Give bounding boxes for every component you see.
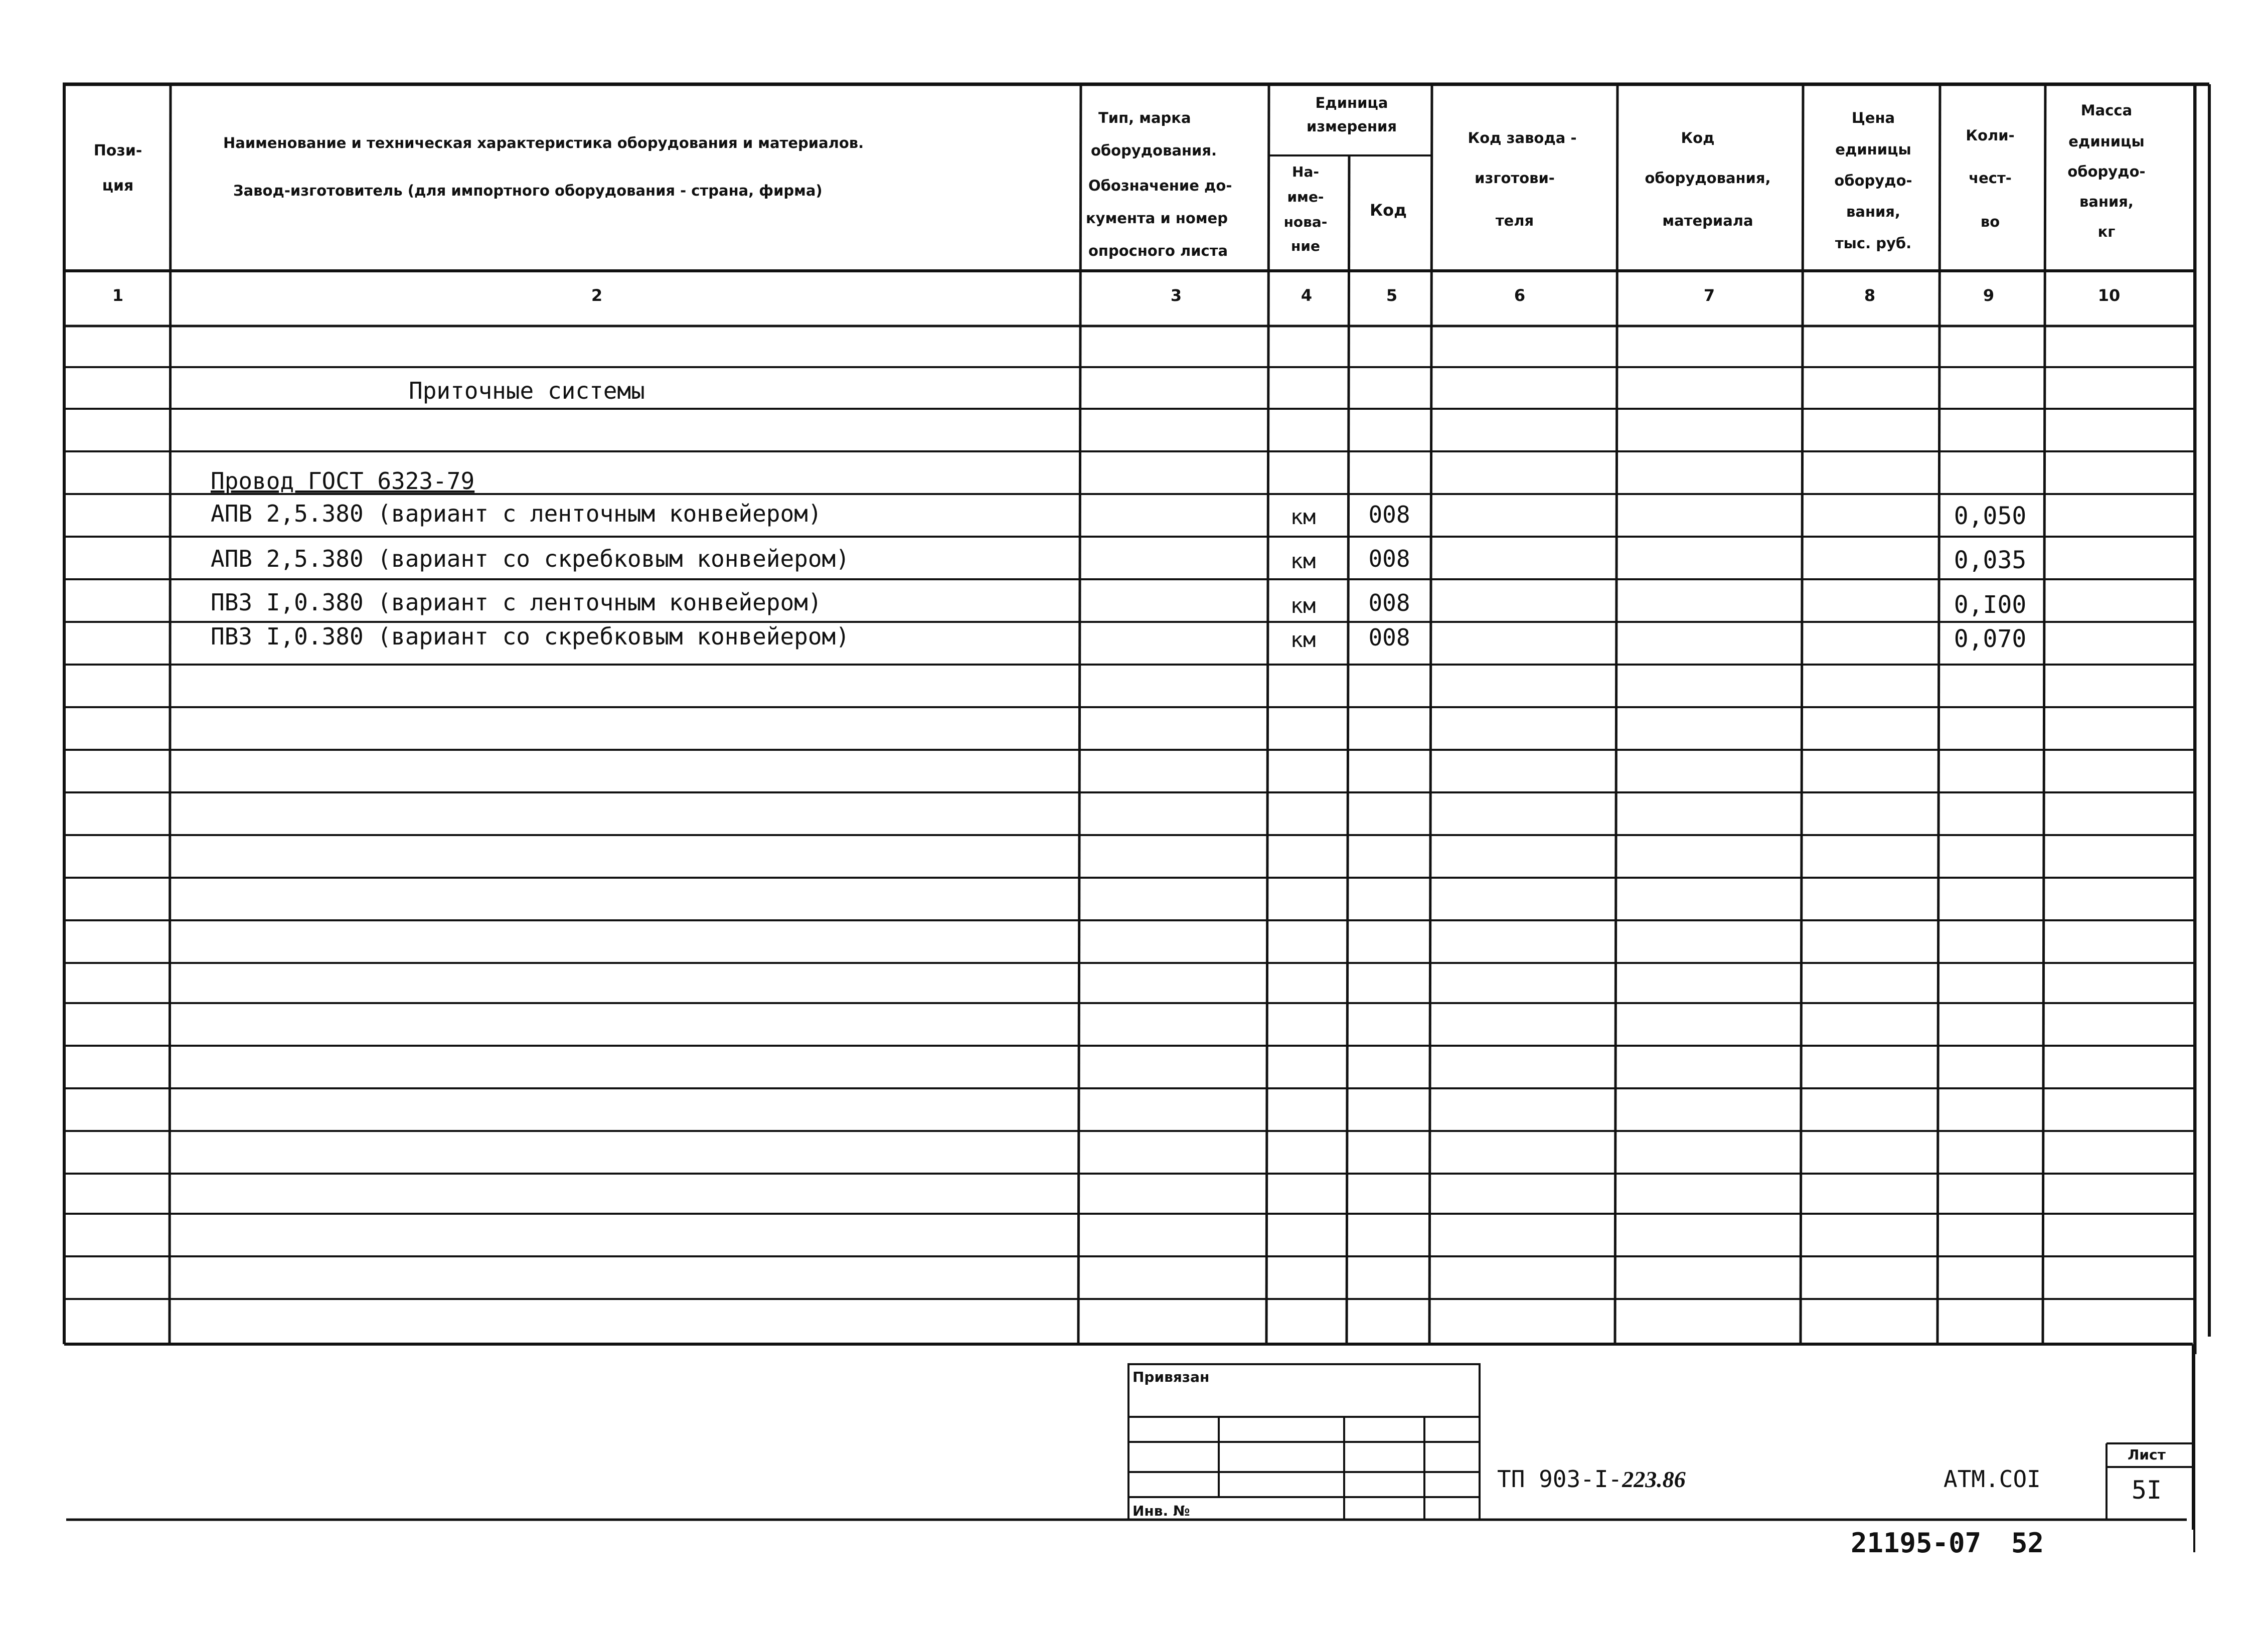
section-title: Приточные системы	[409, 377, 645, 404]
header-unit-l2: измерения	[1307, 118, 1397, 135]
col-number: 7	[1703, 286, 1715, 305]
row-4-code: 008	[1368, 624, 1410, 651]
header-col3-l2: оборудования.	[1091, 142, 1217, 159]
row-4-unit: км	[1290, 627, 1316, 652]
header-col8-l3: оборудо-	[1834, 172, 1912, 189]
col-number: 4	[1301, 286, 1313, 305]
header-col9-l1: Коли-	[1966, 127, 2015, 144]
col-line	[170, 84, 171, 1344]
header-col7-l3: материала	[1662, 212, 1753, 229]
col-number: 8	[1864, 286, 1876, 305]
sheet-number: 5I	[2131, 1476, 2162, 1505]
column-numbers-row	[112, 286, 2120, 305]
col-number: 1	[112, 286, 124, 305]
header-col10-l3: оборудо-	[2067, 163, 2146, 180]
col-line	[2043, 84, 2045, 1344]
sheet-label: Лист	[2128, 1446, 2166, 1463]
header-col10-l2: единицы	[2068, 133, 2145, 150]
col-number: 9	[1983, 286, 1995, 305]
col-line	[1078, 84, 1081, 1344]
header-col7-l2: оборудования,	[1645, 170, 1771, 187]
row-1-qty: 0,050	[1954, 502, 2027, 530]
header-col9-l2: чест-	[1969, 170, 2012, 187]
col-line	[1429, 84, 1432, 1344]
header-col3-l1: Тип, марка	[1098, 109, 1191, 126]
row-3-code: 008	[1368, 589, 1410, 616]
header-col4-l2: име-	[1287, 189, 1324, 205]
doc-mark: АТМ.СОI	[1943, 1465, 2041, 1493]
archive-code: 21195-07	[1851, 1527, 1982, 1559]
bottom-code	[1851, 1527, 2044, 1559]
row-2-name: АПВ 2,5.380 (вариант со скребковым конвейером)	[211, 545, 850, 572]
header-col8-l4: вания,	[1846, 203, 1900, 220]
header-col3-l5: опросного листа	[1088, 242, 1228, 259]
archive-page: 52	[2011, 1527, 2044, 1559]
inv-no-label: Инв. №	[1132, 1503, 1190, 1519]
col-number: 5	[1386, 286, 1398, 305]
header-col8-l5: тыс. руб.	[1835, 235, 1912, 252]
row-2-qty: 0,035	[1954, 546, 2027, 574]
col-line	[1801, 84, 1803, 1344]
row-4-qty: 0,070	[1954, 625, 2027, 653]
header-col5: Код	[1370, 201, 1407, 220]
doc-code-printed: ТП 903-I-	[1497, 1465, 1623, 1493]
header-col6-l2: изготови-	[1475, 170, 1555, 187]
col-number: 3	[1170, 286, 1182, 305]
header-col6-l1: Код завода -	[1468, 129, 1577, 146]
row-3-unit: км	[1290, 593, 1316, 618]
header-col2-l1: Наименование и техническая характеристика оборудования и материалов.	[223, 134, 864, 151]
row-1-unit: км	[1290, 505, 1316, 529]
header-col9-l3: во	[1980, 213, 2000, 230]
header-col2-l2: Завод-изготовитель (для импортного оборудования - страна, фирма)	[233, 182, 823, 199]
row-2-unit: км	[1290, 549, 1316, 573]
doc-code	[1497, 1465, 1686, 1493]
row-1-name: АПВ 2,5.380 (вариант с ленточным конвейером)	[211, 500, 822, 527]
header-col1-l1: Пози-	[93, 142, 142, 159]
header-col10-l5: кг	[2097, 223, 2116, 240]
header-col10-l1: Масса	[2080, 102, 2133, 119]
group-title: Провод ГОСТ 6323-79	[211, 467, 475, 495]
col-line	[1937, 84, 1940, 1344]
header-col3-l4: кумента и номер	[1086, 210, 1228, 227]
table-body	[211, 377, 2026, 653]
stamp-block	[1128, 1364, 2193, 1520]
table-grid	[63, 84, 2209, 1552]
row-3-qty: 0,I00	[1954, 591, 2027, 619]
col-number: 6	[1514, 286, 1526, 305]
header-col8-l1: Цена	[1851, 109, 1895, 126]
privyazan-label: Привязан	[1132, 1369, 1210, 1385]
col-number: 2	[591, 286, 603, 305]
header-col4-l3: нова-	[1283, 214, 1328, 230]
col-line	[1266, 84, 1269, 1344]
header-col4-l1: На-	[1292, 164, 1319, 180]
header-col8-l2: единицы	[1835, 141, 1911, 158]
header-col4-l4: ние	[1291, 238, 1320, 254]
header-col6-l3: теля	[1495, 212, 1534, 229]
row-4-name: ПВЗ I,0.380 (вариант со скребковым конвейером)	[211, 623, 850, 650]
header-col1-l2: ция	[102, 177, 134, 195]
row-3-name: ПВЗ I,0.380 (вариант с ленточным конвейером)	[211, 589, 822, 616]
col-number: 10	[2097, 286, 2121, 305]
doc-code-handwritten: 223.86	[1622, 1467, 1686, 1492]
table-header	[94, 94, 2146, 259]
row-1-code: 008	[1368, 501, 1410, 528]
header-col7-l1: Код	[1681, 129, 1715, 146]
row-2-code: 008	[1368, 545, 1410, 572]
header-col10-l4: вания,	[2079, 193, 2134, 210]
header-unit-l1: Единица	[1315, 94, 1388, 111]
col-line	[1615, 84, 1617, 1344]
header-col3-l3: Обозначение до-	[1088, 177, 1232, 194]
